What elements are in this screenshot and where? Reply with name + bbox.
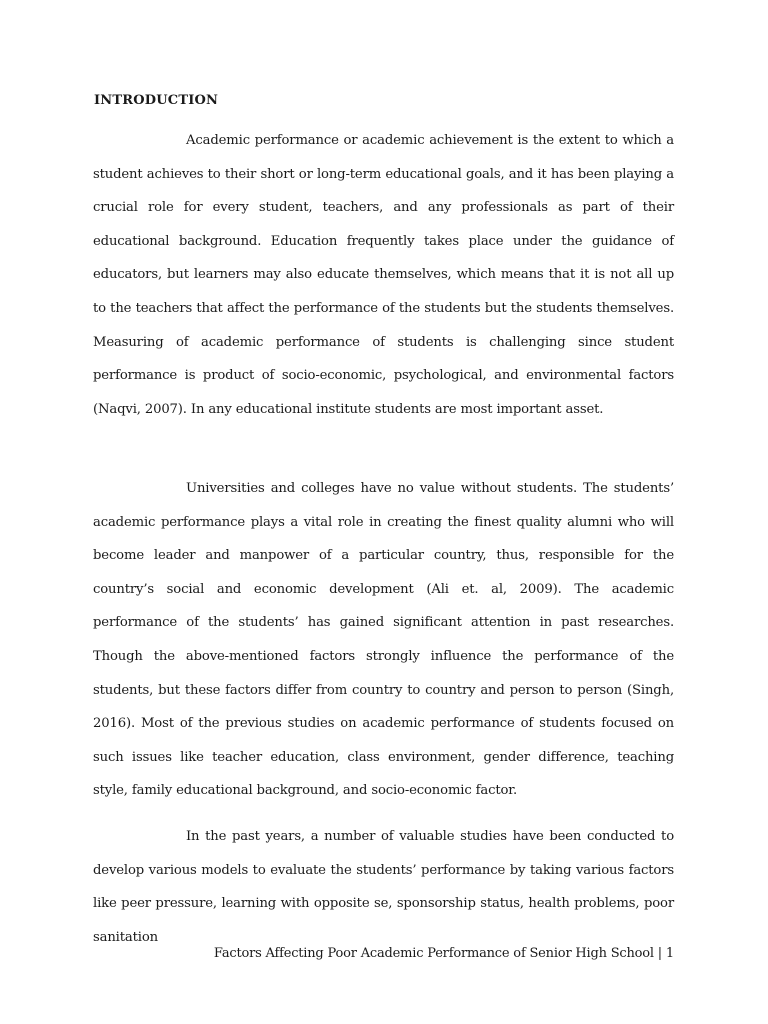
paragraph-2: Universities and colleges have no value without students. The students’ academic performance plays a vital role in creating the finest quality alumni who will become leader and manpower of a particular country, thus, responsible for the country’s social and economic development (Ali et. al, 2009). The academic performance of the students’ has gained significant attention in past researches. Though the above-mentioned factors strongly influence the performance of the students, but these factors differ from country to country and person to person (Singh, 2016). Most of the previous studies on academic performance of students focused on such issues like teacher education, class environment, gender difference, teaching style, family educational background, and socio-economic factor. bbox=[93, 481, 674, 799]
page-footer: Factors Affecting Poor Academic Performance of Senior High School | 1 bbox=[213, 946, 674, 961]
section-heading: INTRODUCTION bbox=[94, 93, 219, 108]
paragraph-3: In the past years, a number of valuable studies have been conducted to develop various models to evaluate the students’ performance by taking various factors like peer pressure, learning with opposite se, sponsorship status, health problems, poor sanitation bbox=[93, 829, 674, 945]
paragraph-1: Academic performance or academic achievement is the extent to which a student achieves to their short or long-term educational goals, and it has been playing a crucial role for every student, teachers, and any professionals as part of their educational background. Education frequently takes place under the guidance of educators, but learners may also educate themselves, which means that it is not all up to the teachers that affect the performance of the students but the students themselves. Measuring of academic performance of students is challenging since student performance is product of socio-economic, psychological, and environmental factors (Naqvi, 2007). In any educational institute students are most important asset. bbox=[93, 133, 674, 417]
